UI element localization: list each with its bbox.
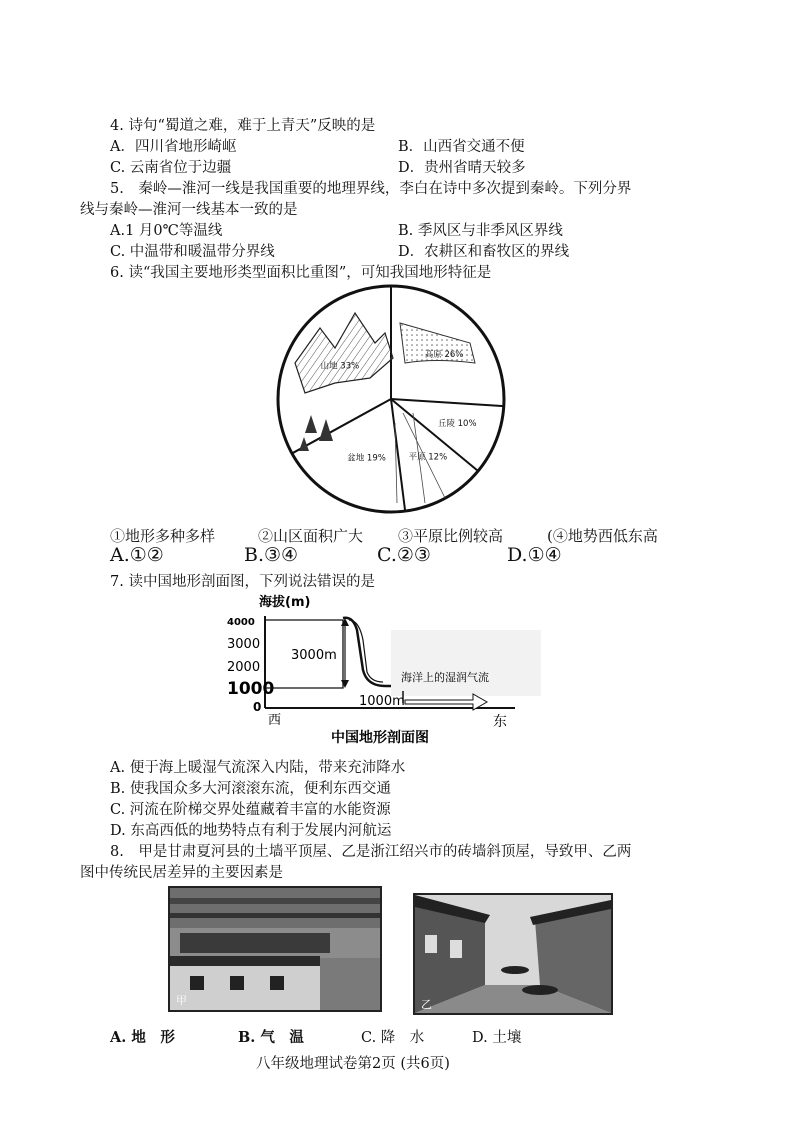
q5-option-d: D．农耕区和畜牧区的界线 <box>398 244 570 260</box>
q6-statement-2: ②山区面积广大 <box>258 527 364 545</box>
profile-west-label: 西 <box>268 713 282 728</box>
terrain-profile-chart <box>225 590 555 750</box>
page-footer: 八年级地理试卷第2页 (共6页) <box>256 1056 450 1072</box>
q4-option-d: D．贵州省晴天较多 <box>398 160 526 176</box>
q6-option-b: B.③④ <box>244 544 299 566</box>
profile-tick-1000: 1000 <box>227 679 275 699</box>
q6-statement-1: ①地形多种多样 <box>110 527 216 545</box>
q6-option-a: A.①② <box>110 544 164 566</box>
pie-label-0: 高原 26% <box>424 350 464 361</box>
q7-stem: 7. 读中国地形剖面图，下列说法错误的是 <box>110 574 375 590</box>
q5-option-b: B. 季风区与非季风区界线 <box>398 223 563 239</box>
q6-statement-4: (④地势西低东高 <box>547 527 658 545</box>
q4-option-a: A．四川省地形崎岖 <box>110 139 237 155</box>
pie-label-1: 丘陵 10% <box>437 419 477 430</box>
q8-option-a: A. 地 形 <box>110 1029 175 1046</box>
q4-stem: 4. 诗句“蜀道之难，难于上青天”反映的是 <box>110 118 376 134</box>
q8-stem-line2: 图中传统民居差异的主要因素是 <box>80 865 283 881</box>
q5-option-a: A.1 月0℃等温线 <box>110 223 223 239</box>
profile-tick-3000: 3000 <box>227 637 261 652</box>
profile-caption: 中国地形剖面图 <box>331 730 429 746</box>
q8-option-d: D. 土壤 <box>472 1030 522 1046</box>
q6-stem: 6. 读“我国主要地形类型面积比重图”，可知我国地形特征是 <box>110 265 492 281</box>
photo-sloped-roof-house <box>413 893 613 1015</box>
q8-stem-line1: 8. 甲是甘肃夏河县的土墙平顶屋、乙是浙江绍兴市的砖墙斜顶屋，导致甲、乙两 <box>110 844 632 860</box>
q6-option-c: C.②③ <box>377 544 431 566</box>
q7-option-d: D. 东高西低的地势特点有利于发展内河航运 <box>110 823 392 839</box>
q5-stem-line2: 线与秦岭—淮河一线基本一致的是 <box>80 202 298 218</box>
q6-statement-3: ③平原比例较高 <box>398 527 504 545</box>
pie-label-3: 盆地 19% <box>347 453 386 464</box>
q7-option-b: B. 使我国众多大河滚滚东流，便利东西交通 <box>110 781 391 797</box>
profile-distance-label: 1000m <box>359 694 405 709</box>
q7-option-a: A. 便于海上暖湿气流深入内陆，带来充沛降水 <box>110 760 406 776</box>
profile-tick-4000: 4000 <box>227 617 255 628</box>
profile-tick-2000: 2000 <box>227 660 261 675</box>
profile-airflow-label: 海洋上的湿润气流 <box>401 671 489 684</box>
profile-tick-0: 0 <box>253 700 262 714</box>
profile-east-label: 东 <box>493 714 507 730</box>
q6-option-d: D.①④ <box>507 544 562 566</box>
photo-b-label: 乙 <box>421 998 432 1011</box>
q4-option-c: C. 云南省位于边疆 <box>110 160 232 176</box>
q5-option-c: C. 中温带和暖温带分界线 <box>110 244 275 260</box>
photo-a-label: 甲 <box>176 994 187 1007</box>
pie-label-2: 平原 12% <box>408 452 448 463</box>
terrain-pie-chart <box>275 283 507 515</box>
q4-option-b: B．山西省交通不便 <box>398 139 525 155</box>
profile-height-label: 3000m <box>291 648 337 663</box>
pie-label-4: 山地 33% <box>320 361 360 372</box>
q8-option-b: B. 气 温 <box>238 1029 304 1046</box>
q7-option-c: C. 河流在阶梯交界处蕴藏着丰富的水能资源 <box>110 802 391 818</box>
q8-option-c: C. 降 水 <box>361 1030 425 1046</box>
photo-flat-roof-house <box>168 886 382 1012</box>
q5-stem-line1: 5. 秦岭—淮河一线是我国重要的地理界线，李白在诗中多次提到秦岭。下列分界 <box>110 181 632 197</box>
profile-ylabel: 海拔(m) <box>259 595 311 610</box>
